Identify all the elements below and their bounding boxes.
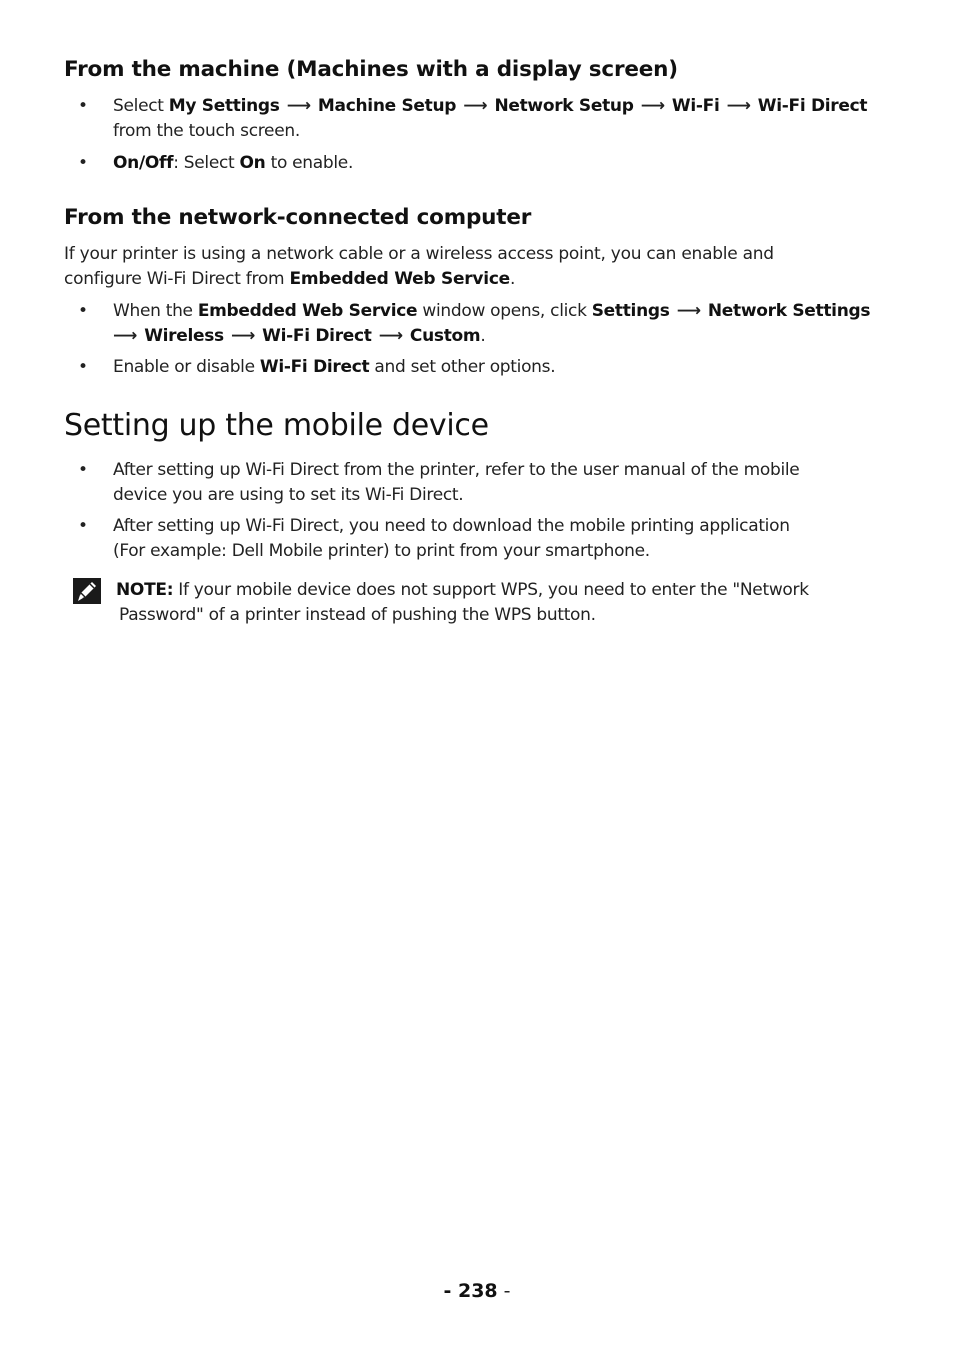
menu-path-my-settings: My Settings xyxy=(168,96,280,116)
bullet-dot: • xyxy=(78,460,89,480)
intro-paragraph: If your printer is using a network cable or a wireless access point, you can enable and configure Wi-Fi Direct from Embedded Web Service. xyxy=(64,244,774,289)
section-heading-computer: From the network-connected computer xyxy=(64,205,532,230)
bullet-dot: • xyxy=(78,153,89,173)
section-title-mobile: Setting up the mobile device xyxy=(64,408,489,443)
note-pencil-icon xyxy=(73,578,101,604)
menu-path-wireless: Wireless xyxy=(144,326,224,346)
note-text: NOTE: If your mobile device does not support WPS, you need to enter the "Network Password" of a printer instead of pushing the WPS button. xyxy=(116,580,809,625)
menu-path-wifi: Wi-Fi xyxy=(671,96,720,116)
menu-path-wifi-direct: Wi-Fi Direct xyxy=(757,96,868,116)
page-number: - 238 - xyxy=(443,1280,511,1302)
menu-path-network-setup: Network Setup xyxy=(494,96,634,116)
menu-path-settings: Settings xyxy=(591,301,670,321)
list-item-enable-disable: Enable or disable Wi-Fi Direct and set other options. xyxy=(113,357,556,377)
menu-path-wifi-direct: Wi-Fi Direct xyxy=(262,326,372,346)
menu-path-custom: Custom xyxy=(409,326,481,346)
arrow-icon: ⟶ xyxy=(230,326,256,346)
bullet-dot: • xyxy=(78,96,89,116)
list-item-mobile-manual: After setting up Wi-Fi Direct from the printer, refer to the user manual of the mobile device you are using to set its Wi-Fi Direct. xyxy=(113,460,800,505)
arrow-icon: ⟶ xyxy=(463,96,488,116)
menu-path-network-settings: Network Settings xyxy=(707,301,871,321)
list-item-ews-path: When the Embedded Web Service window opens, click Settings ⟶ Network Settings ⟶ Wireless ⟶ Wi-Fi Direct ⟶ Custom. xyxy=(113,299,903,349)
note-label: NOTE: xyxy=(116,580,174,600)
bullet-dot: • xyxy=(78,301,89,321)
list-item-onoff: On/Off: Select On to enable. xyxy=(113,153,354,173)
arrow-icon: ⟶ xyxy=(676,301,701,321)
arrow-icon: ⟶ xyxy=(726,96,751,116)
arrow-icon: ⟶ xyxy=(640,96,665,116)
bullet-dot: • xyxy=(78,516,89,536)
list-item-machine-path: Select My Settings ⟶ Machine Setup ⟶ Network Setup ⟶ Wi-Fi ⟶ Wi-Fi Direct from the touch screen. xyxy=(113,96,868,141)
arrow-icon: ⟶ xyxy=(113,326,138,346)
menu-path-machine-setup: Machine Setup xyxy=(317,96,457,116)
list-item-mobile-app: After setting up Wi-Fi Direct, you need to download the mobile printing application (For example: Dell Mobile printer) to print from your smartphone. xyxy=(113,516,790,561)
bullet-dot: • xyxy=(78,357,89,377)
arrow-icon: ⟶ xyxy=(378,326,403,346)
section-heading-machine: From the machine (Machines with a display screen) xyxy=(64,57,678,82)
arrow-icon: ⟶ xyxy=(286,96,311,116)
